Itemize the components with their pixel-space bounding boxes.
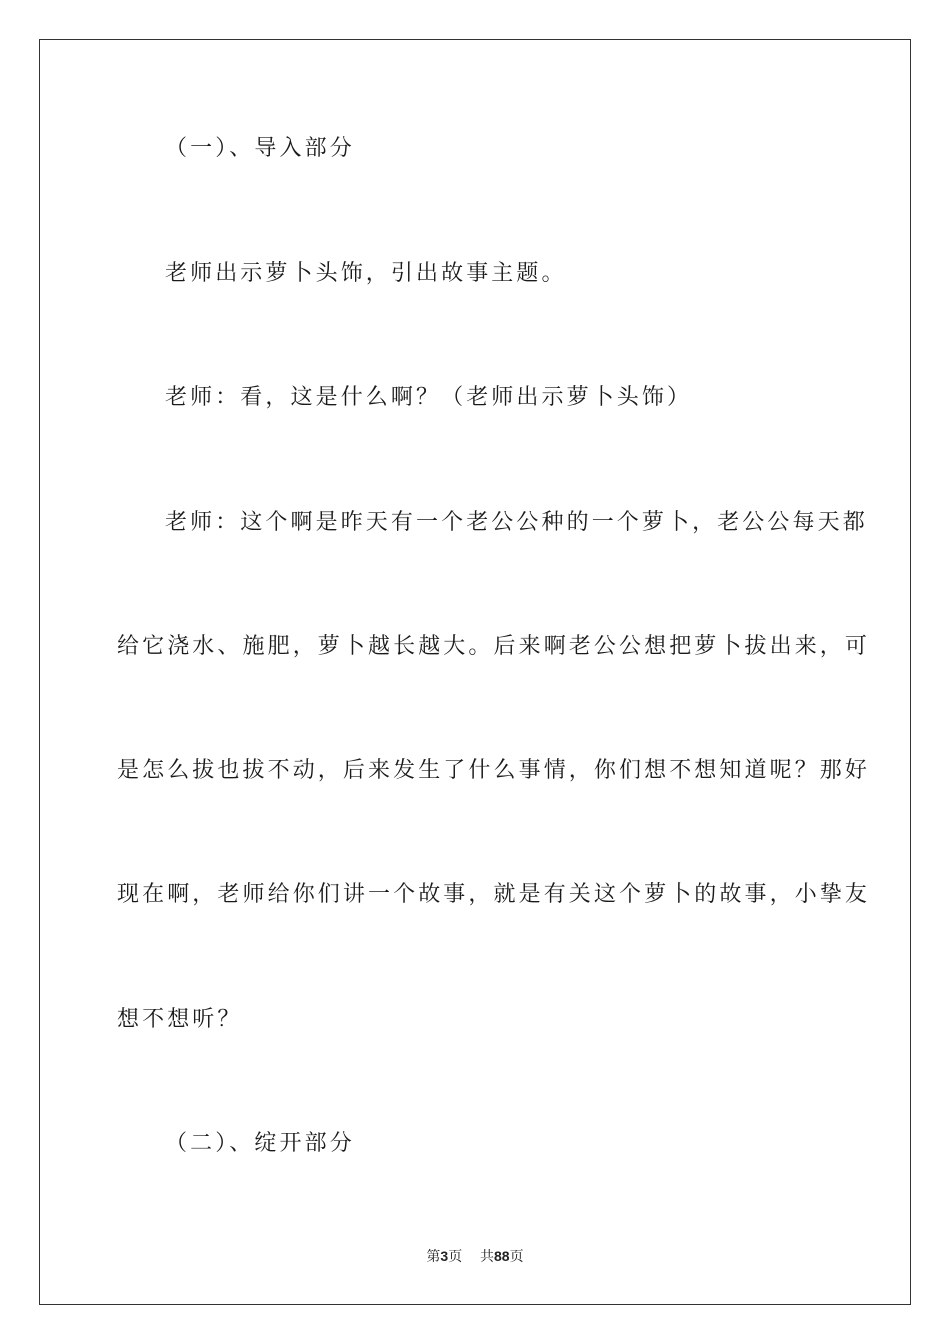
paragraph-dialogue-2-line-3: 是怎么拔也拔不动，后来发生了什么事情，你们想不想知道呢？那好 [117, 758, 871, 783]
paragraph-dialogue-2-line-5: 想不想听？ [117, 1007, 243, 1032]
footer-page-suffix: 页 [448, 1249, 463, 1265]
page-border [39, 39, 911, 1305]
footer-total-prefix: 共 [480, 1249, 495, 1265]
section-heading-intro: （一）、导入部分 [165, 136, 355, 161]
section-heading-development: （二）、绽开部分 [165, 1131, 355, 1156]
paragraph-dialogue-2-line-4: 现在啊，老师给你们讲一个故事，就是有关这个萝卜的故事，小挚友 [117, 882, 871, 907]
paragraph-dialogue-2-line-1: 老师：这个啊是昨天有一个老公公种的一个萝卜，老公公每天都 [165, 510, 868, 535]
footer-page-number: 3 [440, 1248, 449, 1264]
footer-page-prefix: 第 [426, 1249, 441, 1265]
page-footer [0, 1246, 950, 1267]
paragraph-dialogue-2-line-2: 给它浇水、施肥，萝卜越长越大。后来啊老公公想把萝卜拔出来，可 [117, 634, 871, 659]
footer-total-suffix: 页 [509, 1249, 524, 1265]
paragraph-dialogue-1: 老师：看，这是什么啊？（老师出示萝卜头饰） [165, 385, 693, 410]
paragraph-intro: 老师出示萝卜头饰，引出故事主题。 [165, 261, 567, 286]
footer-total-pages: 88 [494, 1248, 510, 1264]
